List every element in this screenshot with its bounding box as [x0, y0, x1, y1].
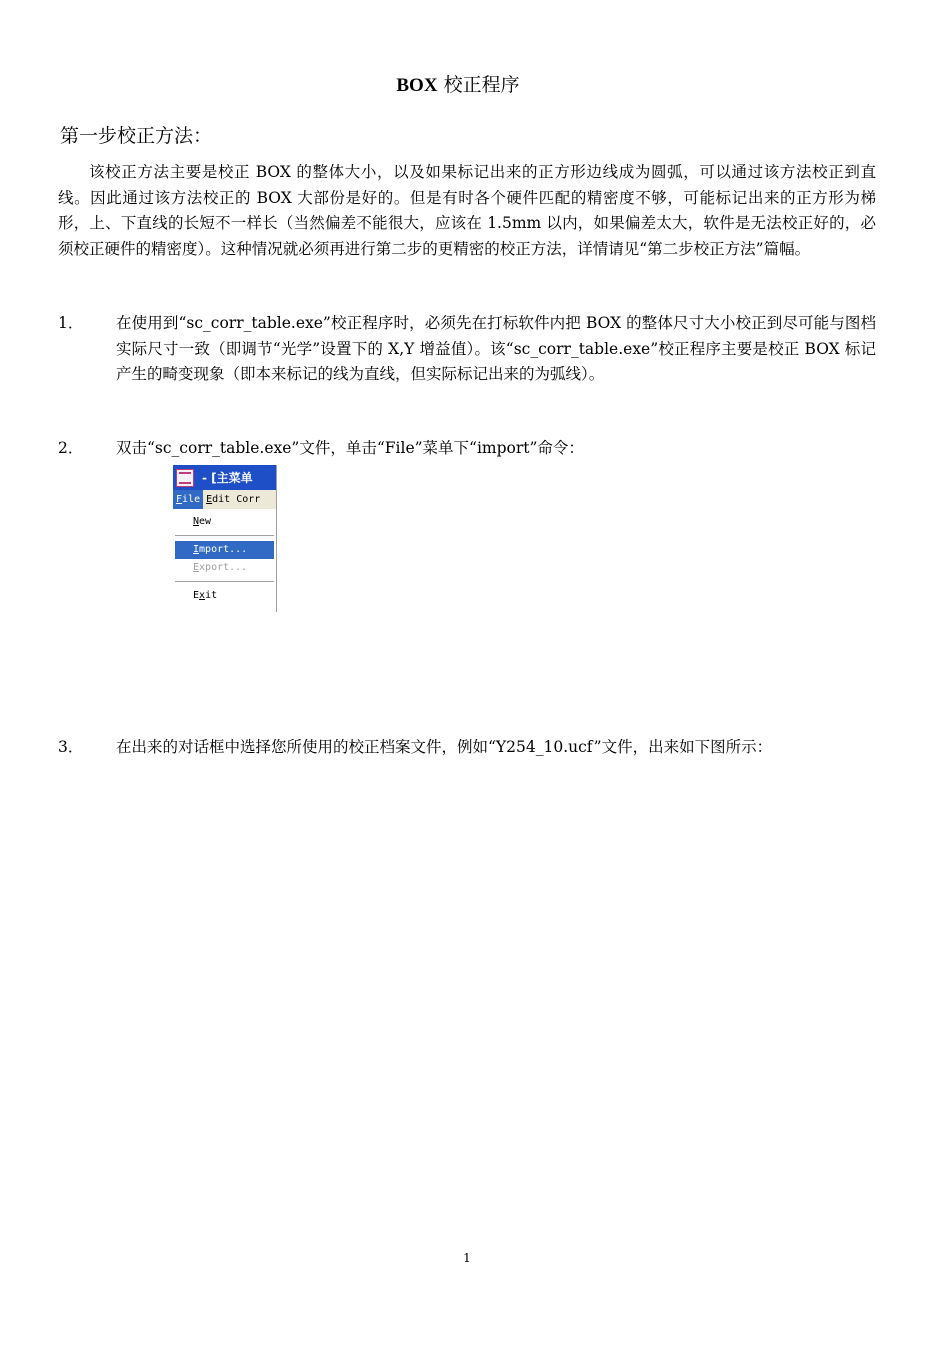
- menu-edit-label: dit: [212, 494, 231, 505]
- menu-item-exit-label-a: E: [193, 590, 200, 601]
- menu-item-exit[interactable]: [173, 587, 276, 605]
- title-rest: 校正程序: [437, 74, 520, 96]
- document-title: [0, 70, 916, 97]
- menu-item-export-label: xport...: [199, 562, 248, 573]
- step-item-1: [58, 311, 876, 388]
- step-number: 3．: [58, 738, 84, 756]
- menu-file-mnemonic: F: [176, 494, 183, 505]
- menu-item-export-mnemonic: E: [193, 562, 200, 573]
- file-dropdown: [173, 509, 276, 605]
- menu-corr[interactable]: Corr: [236, 494, 261, 505]
- step-text: 双击“sc_corr_table.exe”文件，单击“File”菜单下“import”命令：: [116, 439, 584, 457]
- menu-item-new-label: ew: [199, 516, 212, 527]
- title-box: BOX: [396, 75, 438, 96]
- menu-item-export: [173, 559, 276, 577]
- menu-edit-mnemonic: E: [206, 494, 213, 505]
- step-number: 1．: [58, 314, 84, 332]
- menu-item-exit-label-b: it: [205, 590, 218, 601]
- step-item-2: [58, 436, 876, 462]
- menu-separator: [175, 581, 274, 582]
- menu-item-import[interactable]: [175, 541, 274, 559]
- menu-file-label: ile: [182, 494, 201, 505]
- menu-item-exit-mnemonic: x: [199, 590, 206, 601]
- app-icon: [176, 469, 194, 487]
- menu-item-import-label: mport...: [199, 544, 248, 555]
- window-titlebar: [173, 465, 276, 490]
- menu-item-new[interactable]: [173, 513, 276, 531]
- menu-edit[interactable]: [203, 490, 233, 509]
- menu-file[interactable]: [173, 490, 203, 509]
- menu-separator: [175, 535, 274, 536]
- section-heading: 第一步校正方法：: [60, 125, 213, 147]
- menu-item-new-mnemonic: N: [193, 516, 200, 527]
- intro-paragraph: 该校正方法主要是校正 BOX 的整体大小，以及如果标记出来的正方形边线成为圆弧，可以通过该方法校正到直线。因此通过该方法校正的 BOX 大部份是好的。但是有时各个硬件匹配的精密度不够，可能标记出来的正方形为梯形，上、下直线的长短不一样长（当然偏差不能很大，应该在 1.5mm 以内，如果偏差太大，软件是无法校正好的，必须校正硬件的精密度）。这种情况就必须再进行第二步的更精密的校正方法，详情请见“第二步校正方法”篇幅。: [58, 163, 876, 258]
- menubar: [173, 490, 276, 509]
- file-menu-screenshot: [173, 465, 277, 612]
- menu-item-import-mnemonic: I: [193, 544, 200, 555]
- step-text: 在使用到“sc_corr_table.exe”校正程序时，必须先在打标软件内把 BOX 的整体尺寸大小校正到尽可能与图档实际尺寸一致（即调节“光学”设置下的 X,Y 增益值）。该“sc_corr_table.exe”校正程序主要是校正 BOX 标记产生的畸变现象（即本来标记的线为直线，但实际标记出来的为弧线）。: [116, 314, 876, 383]
- step-number: 2．: [58, 439, 84, 457]
- step-item-3: [58, 735, 876, 761]
- page-number: 1: [463, 1251, 471, 1265]
- window-title: - [主菜单: [202, 471, 253, 485]
- step-text: 在出来的对话框中选择您所使用的校正档案文件，例如“Y254_10.ucf”文件，出来如下图所示：: [116, 738, 773, 756]
